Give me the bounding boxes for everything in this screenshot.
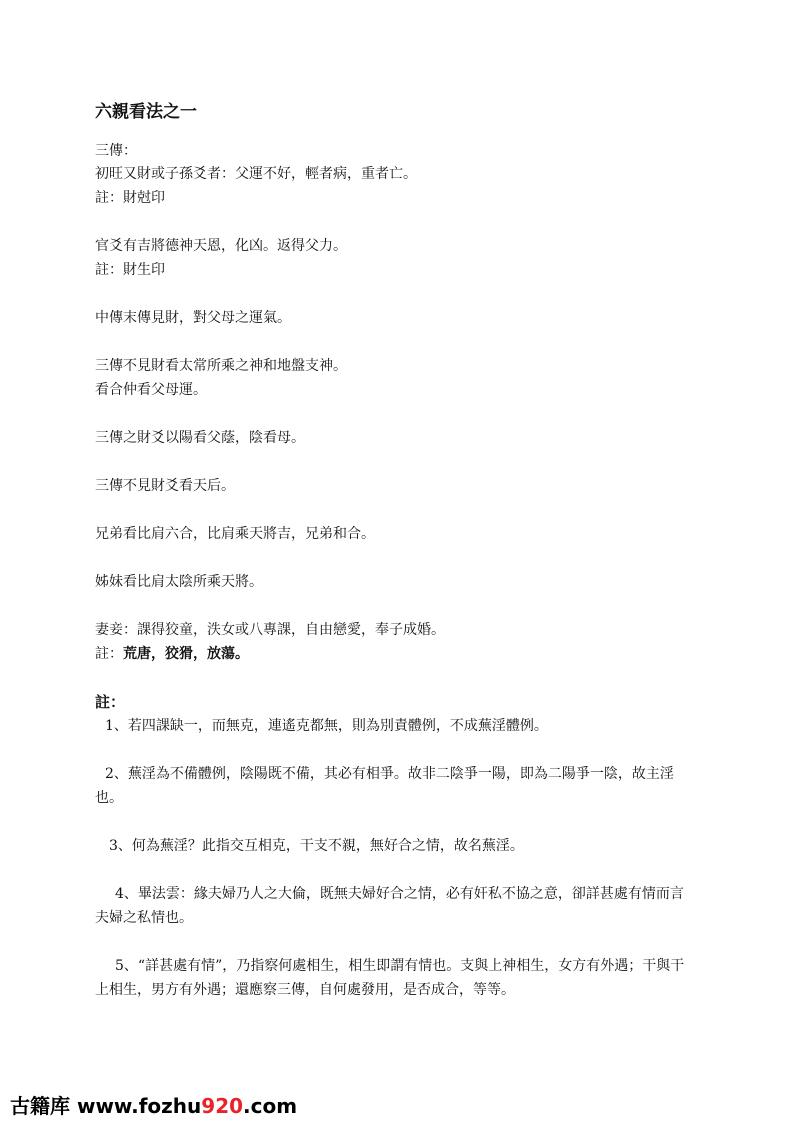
text-line: 姊妹看比肩太陰所乘天將。 (95, 574, 263, 590)
footer-url-prefix: www.fozhu (76, 1094, 202, 1118)
footer-url-number: 920 (201, 1094, 244, 1118)
text-line: 註：財尅印 (95, 190, 165, 206)
text-line: 初旺又財或子孫爻者：父運不好，輕者病，重者亡。 (95, 166, 417, 182)
text-line: 三傳之財爻以陽看父蔭，陰看母。 (95, 430, 305, 446)
notes-heading: 註： (95, 693, 126, 711)
note-line (95, 644, 249, 664)
text-line: 看合仲看父母運。 (95, 382, 207, 398)
text-line: 三傳不見財爻看天后。 (95, 478, 235, 494)
page-title: 六親看法之一 (95, 102, 197, 122)
note-prefix: 註： (95, 646, 123, 662)
text-line: 註：財生印 (95, 262, 165, 278)
text-line: 三傳不見財看太常所乘之神和地盤支神。 (95, 358, 347, 374)
note-bold-text: 荒唐，狡猾，放蕩。 (123, 646, 249, 662)
note-item: 1、若四課缺一，而無克，連遙克都無，則為別責體例，不成蕪淫體例。 (105, 718, 548, 734)
text-line: 三傳： (95, 143, 137, 159)
footer-url-suffix: .com (243, 1094, 298, 1118)
footer-watermark (10, 1090, 297, 1119)
text-line: 中傳末傳見財，對父母之運氣。 (95, 310, 291, 326)
note-item: 2、蕪淫為不備體例，陰陽既不備，其必有相爭。故非二陰爭一陽，即為二陽爭一陰，故主淫也。 (95, 766, 674, 806)
text-line: 兄弟看比肩六合，比肩乘天將吉，兄弟和合。 (95, 526, 375, 542)
text-line: 妻妾：課得狡童，泆女或八專課，自由戀愛，奉子成婚。 (95, 622, 445, 638)
note-item: 3、何為蕪淫？此指交互相克，干支不親，無好合之情，故名蕪淫。 (109, 838, 524, 854)
text-line: 官爻有吉將德神天恩，化凶。返得父力。 (95, 238, 347, 254)
note-item: 5、“詳甚處有情”，乃指察何處相生，相生即謂有情也。支與上神相生，女方有外遇；干與干上相生，男方有外遇；還應察三傳，自何處發用，是否成合，等等。 (95, 958, 685, 998)
note-item: 4、畢法雲：緣夫婦乃人之大倫，既無夫婦好合之情，必有奸私不協之意，卻詳甚處有情而言夫婦之私情也。 (95, 886, 684, 926)
footer-site-name: 古籍库 (10, 1094, 70, 1118)
